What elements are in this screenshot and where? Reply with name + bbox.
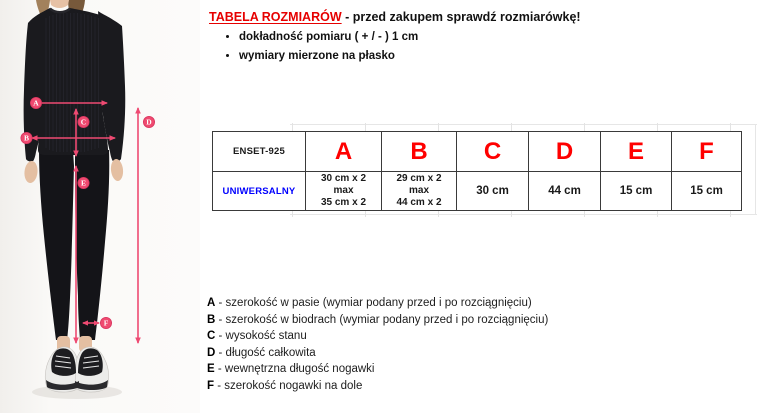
legend-text-c: wysokość stanu <box>225 330 307 343</box>
product-code-cell: ENSET-925 <box>213 132 306 172</box>
legend-item-d <box>207 345 548 362</box>
size-table-header-row <box>213 132 742 172</box>
legend-item-e <box>207 361 548 378</box>
legend-key-e: E <box>207 363 215 376</box>
legend-text-e: wewnętrzna długość nogawki <box>224 363 375 376</box>
legend-key-d: D <box>207 346 216 359</box>
legend-sep: - <box>215 330 226 343</box>
legend-key-a: A <box>207 297 216 309</box>
column-header-f: F <box>672 132 742 172</box>
header-bullets <box>226 30 418 68</box>
legend-sep: - <box>215 346 226 359</box>
column-header-c: C <box>457 132 529 172</box>
bullet-measure-accuracy: • dokładność pomiaru ( + / - ) 1 cm <box>239 30 418 45</box>
legend-sep: - <box>215 313 226 326</box>
size-table <box>212 131 742 211</box>
legend-item-c <box>207 328 548 345</box>
legend-text-d: długość całkowita <box>225 346 316 359</box>
marker-e-label: E <box>80 178 87 188</box>
legend-item-a <box>207 295 548 312</box>
value-cell-e <box>601 172 672 211</box>
gridline-right <box>755 124 756 215</box>
value-a-line1: 30 cm x 2 <box>320 173 367 184</box>
measurement-legend <box>207 295 548 395</box>
value-f: 15 cm <box>690 185 723 197</box>
value-b-line1: 29 cm x 2 <box>396 173 442 184</box>
column-header-e: E <box>601 132 672 172</box>
value-cell-a <box>306 172 382 211</box>
bullet-measure-flat: • wymiary mierzone na płasko <box>239 49 418 64</box>
column-header-d: D <box>529 132 601 172</box>
column-header-b: B <box>382 132 457 172</box>
page-title <box>209 10 581 24</box>
legend-text-f: szerokość nogawki na dole <box>224 379 363 392</box>
legend-text-b: szerokość w biodrach (wymiar podany przed i po rozciągnięciu) <box>225 313 549 326</box>
size-label-cell: UNIWERSALNY <box>213 172 306 211</box>
value-b-line2: max <box>408 185 429 196</box>
value-cell-b <box>382 172 457 211</box>
page-title-main: TABELA ROZMIARÓW <box>209 10 342 24</box>
value-cell-c <box>457 172 529 211</box>
marker-f-label: F <box>103 318 109 328</box>
value-cell-f <box>672 172 742 211</box>
legend-sep: - <box>215 297 226 309</box>
marker-d-label: D <box>146 117 152 127</box>
legend-key-b: B <box>207 313 216 326</box>
size-table-data-row <box>213 172 742 211</box>
value-d: 44 cm <box>548 185 581 197</box>
model-photo <box>0 0 200 413</box>
title-separator: - <box>341 10 353 24</box>
marker-b-label: B <box>23 133 30 143</box>
column-header-a: A <box>306 132 382 172</box>
page-title-subtitle: przed zakupem sprawdź rozmiarówkę! <box>352 10 581 24</box>
gridline-stubs-top <box>292 123 737 131</box>
legend-key-c: C <box>207 330 216 343</box>
legend-text-a: szerokość w pasie (wymiar podany przed i po rozciągnięciu) <box>225 297 532 309</box>
marker-c-label: C <box>80 117 87 127</box>
legend-sep: - <box>214 379 225 392</box>
marker-a-label: A <box>33 98 39 108</box>
gridline-stubs-bottom <box>292 211 737 217</box>
legend-sep: - <box>214 363 225 376</box>
legend-key-f: F <box>207 379 215 392</box>
value-a-line2: max <box>333 185 354 196</box>
value-a-line3: 35 cm x 2 <box>320 197 367 208</box>
value-b-line3: 44 cm x 2 <box>396 197 442 208</box>
value-c: 30 cm <box>476 185 509 197</box>
legend-item-f <box>207 378 548 395</box>
value-e: 15 cm <box>619 185 653 197</box>
value-cell-d <box>529 172 601 211</box>
legend-item-b <box>207 312 548 329</box>
